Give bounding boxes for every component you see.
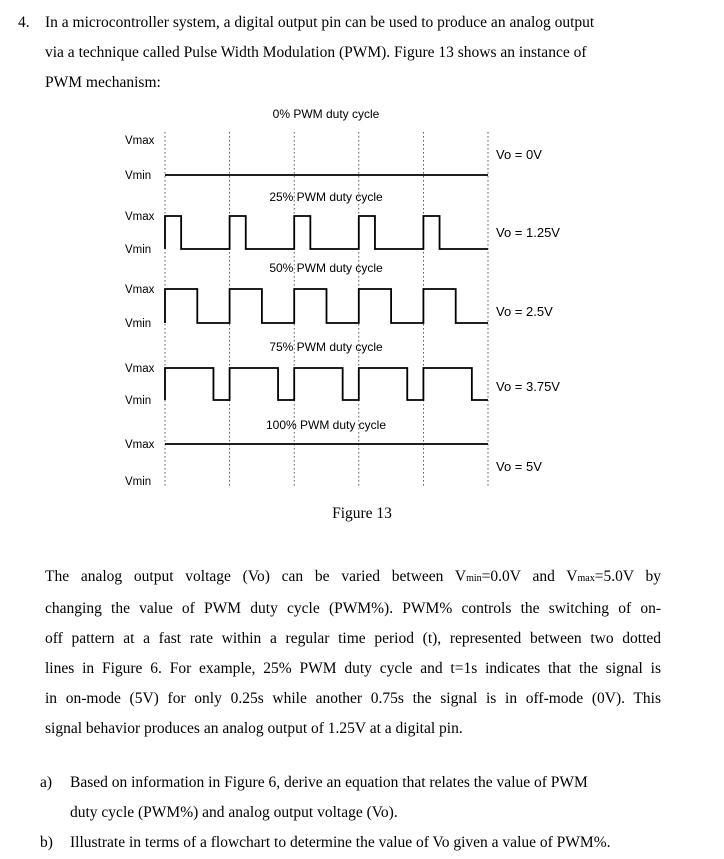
vmax-label-2: Vmax — [125, 284, 155, 296]
para-line-4: lines in Figure 6. For example, 25% PWM duty cycle and t=1s indicates that the signal is — [45, 660, 661, 677]
vmax-label-0: Vmax — [125, 135, 155, 147]
para-line-1b: =0.0V and V — [481, 568, 578, 585]
figure-caption: Figure 13 — [332, 505, 392, 522]
part-b-label: b) — [40, 834, 53, 851]
para-line-2: changing the value of PWM duty cycle (PWM%). PWM% controls the switching of on- — [45, 600, 661, 617]
part-a — [20, 768, 710, 828]
vmin-label-2: Vmin — [125, 318, 152, 330]
para-line-3: off pattern at a fast rate within a regular time period (t), represented between two dotted — [45, 630, 661, 647]
para-line-6: signal behavior produces an analog output of 1.25V at a digital pin. — [45, 720, 463, 737]
sub-max: max — [577, 573, 595, 584]
vmin-label-1: Vmin — [125, 244, 152, 256]
intro-line-2: via a technique called Pulse Width Modulation (PWM). Figure 13 shows an instance of — [45, 44, 587, 61]
output-label-0: Vo = 0V — [496, 147, 542, 162]
output-label-3: Vo = 3.75V — [496, 379, 560, 394]
part-a-line-2: duty cycle (PWM%) and analog output voltage (Vo). — [70, 804, 398, 821]
para-line-5: in on-mode (5V) for only 0.25s while another 0.75s the signal is in off-mode (0V). This — [45, 690, 661, 707]
pwm-waveform-3 — [165, 368, 488, 400]
sub-min: min — [466, 573, 482, 584]
pwm-waveform-2 — [165, 289, 488, 323]
part-b-line-1: Illustrate in terms of a flowchart to determine the value of Vo given a value of PWM%. — [70, 834, 611, 851]
output-label-4: Vo = 5V — [496, 459, 542, 474]
vmax-label-3: Vmax — [125, 363, 155, 375]
panel-title-3: 75% PWM duty cycle — [269, 340, 383, 354]
part-a-line-1: Based on information in Figure 6, derive an equation that relates the value of PWM — [70, 774, 588, 791]
panel-title-1: 25% PWM duty cycle — [269, 190, 383, 204]
vmin-label-3: Vmin — [125, 395, 152, 407]
para-line-1c: =5.0V by — [594, 568, 662, 585]
intro-line-3: PWM mechanism: — [45, 74, 161, 91]
vmax-label-4: Vmax — [125, 439, 155, 451]
question-number: 4. — [18, 14, 30, 31]
sub-questions — [20, 768, 710, 858]
vmin-label-0: Vmin — [125, 170, 152, 182]
pwm-waveform-1 — [165, 216, 488, 249]
panel-title-0: 0% PWM duty cycle — [272, 107, 380, 121]
output-label-2: Vo = 2.5V — [496, 304, 553, 319]
panel-title-2: 50% PWM duty cycle — [269, 261, 383, 275]
para-line-1 — [45, 562, 661, 594]
vmax-label-1: Vmax — [125, 211, 155, 223]
part-a-label: a) — [40, 774, 53, 791]
vmin-label-4: Vmin — [125, 476, 152, 488]
part-b — [20, 828, 710, 858]
panel-title-4: 100% PWM duty cycle — [265, 418, 387, 432]
para-line-1a: The analog output voltage (Vo) can be varied between V — [45, 568, 467, 585]
explanation-paragraph — [45, 562, 661, 744]
intro-line-1: In a microcontroller system, a digital output pin can be used to produce an analog output — [45, 14, 595, 31]
output-label-1: Vo = 1.25V — [496, 225, 560, 240]
